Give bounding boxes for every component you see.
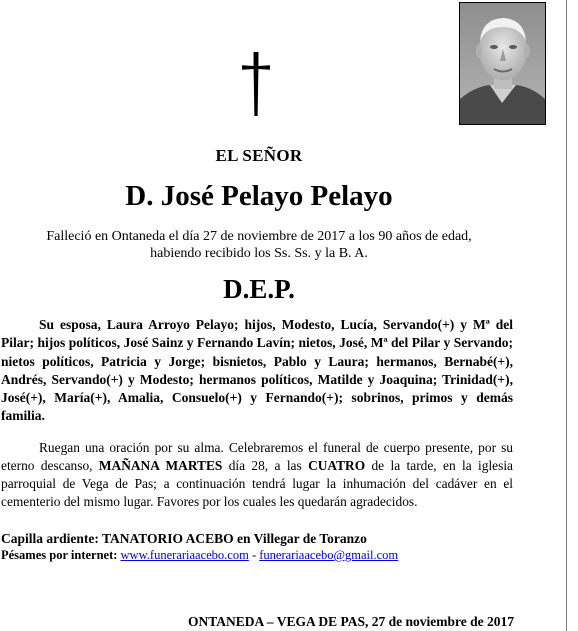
portrait-illustration [460,3,545,124]
heading-el-senor: EL SEÑOR [215,146,303,165]
funeral-paragraph [1,439,513,511]
death-notice-line-1: Falleció en Ontaneda el día 27 de noviembre de 2017 a los 90 años de edad, [46,229,472,244]
footer-place-date: ONTANEDA – VEGA DE PAS, 27 de noviembre de 2017 [187,614,514,629]
funeral-day: MAÑANA MARTES [98,458,223,473]
deceased-portrait-photo [459,2,546,125]
page-edge-line [566,0,567,631]
death-notice [0,228,518,262]
family-paragraph: Su esposa, Laura Arroyo Pelayo; hijos, Modesto, Lucía, Servando(+) y Mª del Pilar; hijos políticos, José Sainz y Fernando Lavín; nietos, José, Mª del Pilar y Servando; nietos políticos, Patricia y Jorge; bisnietos, Pablo y Laura; hermanos, Bernabé(+), Andrés, Servando(+) y Modesto; hermanos políticos, Matilde y Joaquina; Trinidad(+), José(+), María(+), Amalia, Consuelo(+) y Fernando(+); sobrinos, primos y demás familia. [1,317,513,424]
condolences-line [1,547,398,563]
funeral-text-1: Ruegan una oración por su alma. Celebraremos el funeral de cuerpo presente, por su eterno descanso, [1,440,513,473]
funeral-text-2: día 28, a las [222,458,309,473]
condolences-separator: - [248,548,260,562]
condolences-label: Pésames por internet: [1,548,118,562]
deceased-name: D. José Pelayo Pelayo [125,180,393,212]
cross-icon [236,52,276,116]
chapel-info: Capilla ardiente: TANATORIO ACEBO en Villegar de Toranzo [1,531,367,546]
funeral-hour: CUATRO [308,458,366,473]
email-link[interactable]: funerariaacebo@gmail.com [259,548,399,562]
website-link[interactable]: www.funerariaacebo.com [120,548,249,562]
funeral-text-3: de la tarde, en la iglesia parroquial de Vega de Pas; a continuación tendrá lugar la inhumación del cadáver en el cementerio del mismo lugar. Favores por los cuales les quedarán agradecidos. [1,458,513,509]
dep-heading: D.E.P. [223,274,295,304]
death-notice-line-2: habiendo recibido los Ss. Ss. y la B. A. [150,246,368,261]
